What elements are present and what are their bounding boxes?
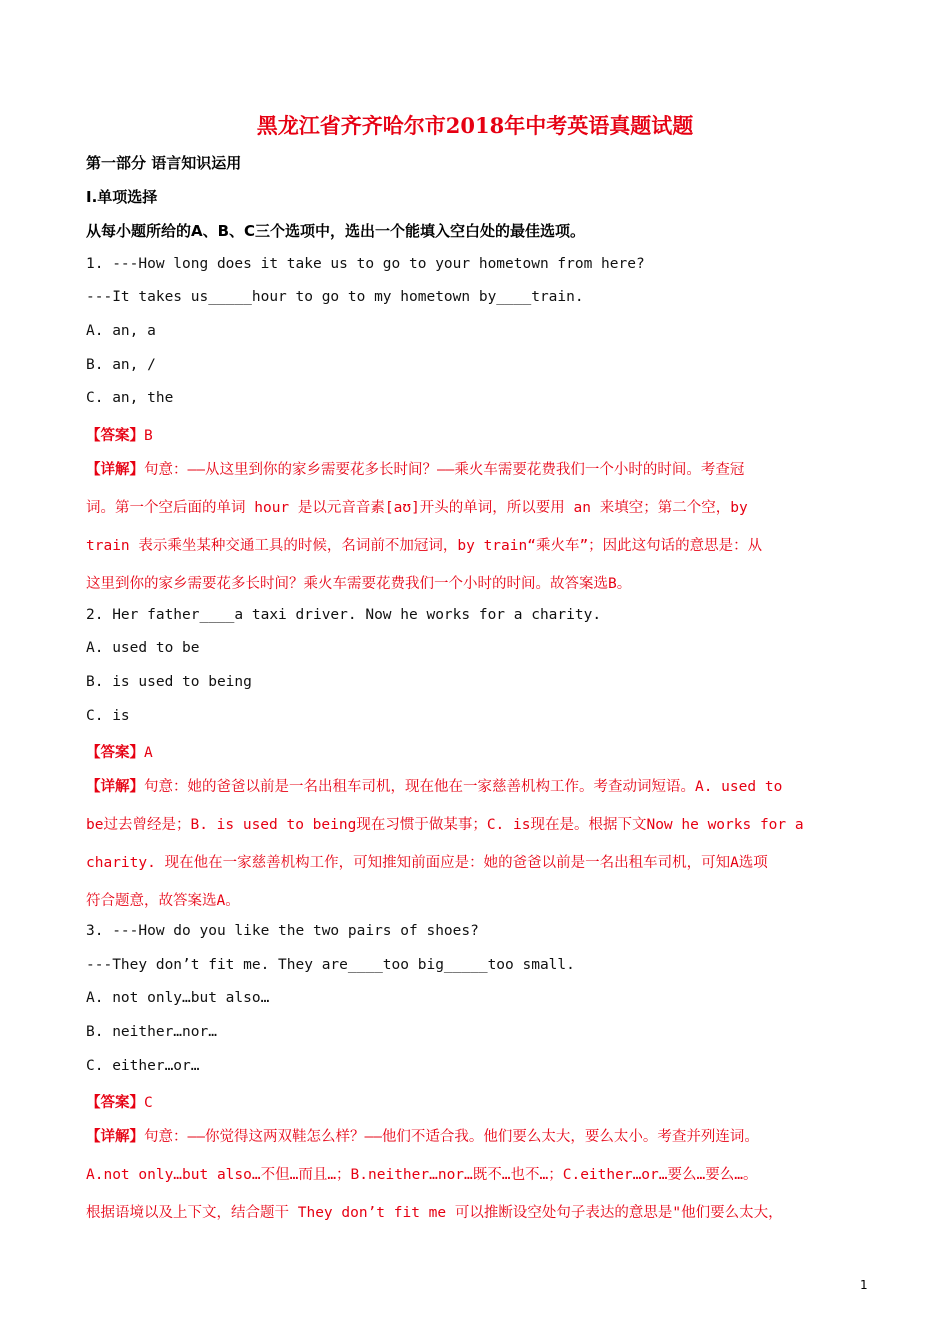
question-3-stem: 3. ---How do you like the two pairs of shoes? <box>86 923 479 939</box>
answer-value: C <box>144 1095 153 1111</box>
question-1-option-c: C. an, the <box>86 390 174 406</box>
question-3-option-a: A. not only…but also… <box>86 990 270 1006</box>
document-title: 黑龙江省齐齐哈尔市2018年中考英语真题试题 <box>256 113 694 138</box>
question-1-answer <box>86 424 153 445</box>
question-3-answer <box>86 1091 153 1112</box>
question-1-detail-line-3: train 表示乘坐某种交通工具的时候，名词前不加冠词，by train“乘火车”；因此这句话的意思是：从 <box>86 538 763 554</box>
detail-text: 句意：她的爸爸以前是一名出租车司机，现在他在一家慈善机构工作。考查动词短语。A. used to <box>144 779 783 795</box>
detail-tag: 【详解】 <box>86 462 144 478</box>
instruction-text: 从每小题所给的A、B、C三个选项中，选出一个能填入空白处的最佳选项。 <box>86 222 586 240</box>
question-1-detail-line-2: 词。第一个空后面的单词 hour 是以元音音素[aʊ]开头的单词，所以要用 an 来填空；第二个空，by <box>86 500 748 516</box>
question-3-detail-line-3: 根据语境以及上下文，结合题干 They don’t fit me 可以推断设空处句子表达的意思是"他们要么太大， <box>86 1205 783 1221</box>
question-2-answer <box>86 741 153 762</box>
question-2-option-c: C. is <box>86 708 130 724</box>
question-1-option-b: B. an, / <box>86 357 156 373</box>
detail-tag: 【详解】 <box>86 779 144 795</box>
answer-value: B <box>144 428 153 444</box>
question-2-detail-line-2: be过去曾经是；B. is used to being现在习惯于做某事；C. is现在是。根据下文Now he works for a <box>86 817 804 833</box>
section-heading: Ⅰ.单项选择 <box>86 188 158 206</box>
detail-text: 句意：——从这里到你的家乡需要花多长时间？——乘火车需要花费我们一个小时的时间。考查冠 <box>144 462 745 478</box>
question-2-option-b: B. is used to being <box>86 674 252 690</box>
detail-tag: 【详解】 <box>86 1129 144 1145</box>
page-number: 1 <box>860 1278 868 1292</box>
question-1-stem: 1. ---How long does it take us to go to your hometown from here? <box>86 256 645 272</box>
question-1-detail-line-1 <box>86 458 744 479</box>
question-2-detail-line-1 <box>86 775 782 796</box>
question-2-option-a: A. used to be <box>86 640 200 656</box>
question-3-detail-line-1 <box>86 1125 759 1146</box>
question-2-detail-line-3: charity. 现在他在一家慈善机构工作，可知推知前面应是：她的爸爸以前是一名出租车司机，可知A选项 <box>86 855 768 871</box>
answer-tag: 【答案】 <box>86 745 144 761</box>
answer-tag: 【答案】 <box>86 1095 144 1111</box>
question-1-stem-2: ---It takes us_____hour to go to my hometown by____train. <box>86 289 584 305</box>
question-1-option-a: A. an, a <box>86 323 156 339</box>
question-1-detail-line-4: 这里到你的家乡需要花多长时间？乘火车需要花费我们一个小时的时间。故答案选B。 <box>86 576 632 592</box>
answer-value: A <box>144 745 153 761</box>
question-3-option-b: B. neither…nor… <box>86 1024 217 1040</box>
question-2-stem: 2. Her father____a taxi driver. Now he works for a charity. <box>86 607 602 623</box>
detail-text: 句意：——你觉得这两双鞋怎么样？——他们不适合我。他们要么太大，要么太小。考查并列连词。 <box>144 1129 759 1145</box>
part-heading: 第一部分 语言知识运用 <box>86 154 242 172</box>
question-3-stem-2: ---They don’t fit me. They are____too big_____too small. <box>86 957 575 973</box>
question-3-option-c: C. either…or… <box>86 1058 200 1074</box>
answer-tag: 【答案】 <box>86 428 144 444</box>
question-3-detail-line-2: A.not only…but also…不但…而且…；B.neither…nor…既不…也不…；C.either…or…要么…要么…。 <box>86 1167 758 1183</box>
question-2-detail-line-4: 符合题意，故答案选A。 <box>86 893 240 909</box>
